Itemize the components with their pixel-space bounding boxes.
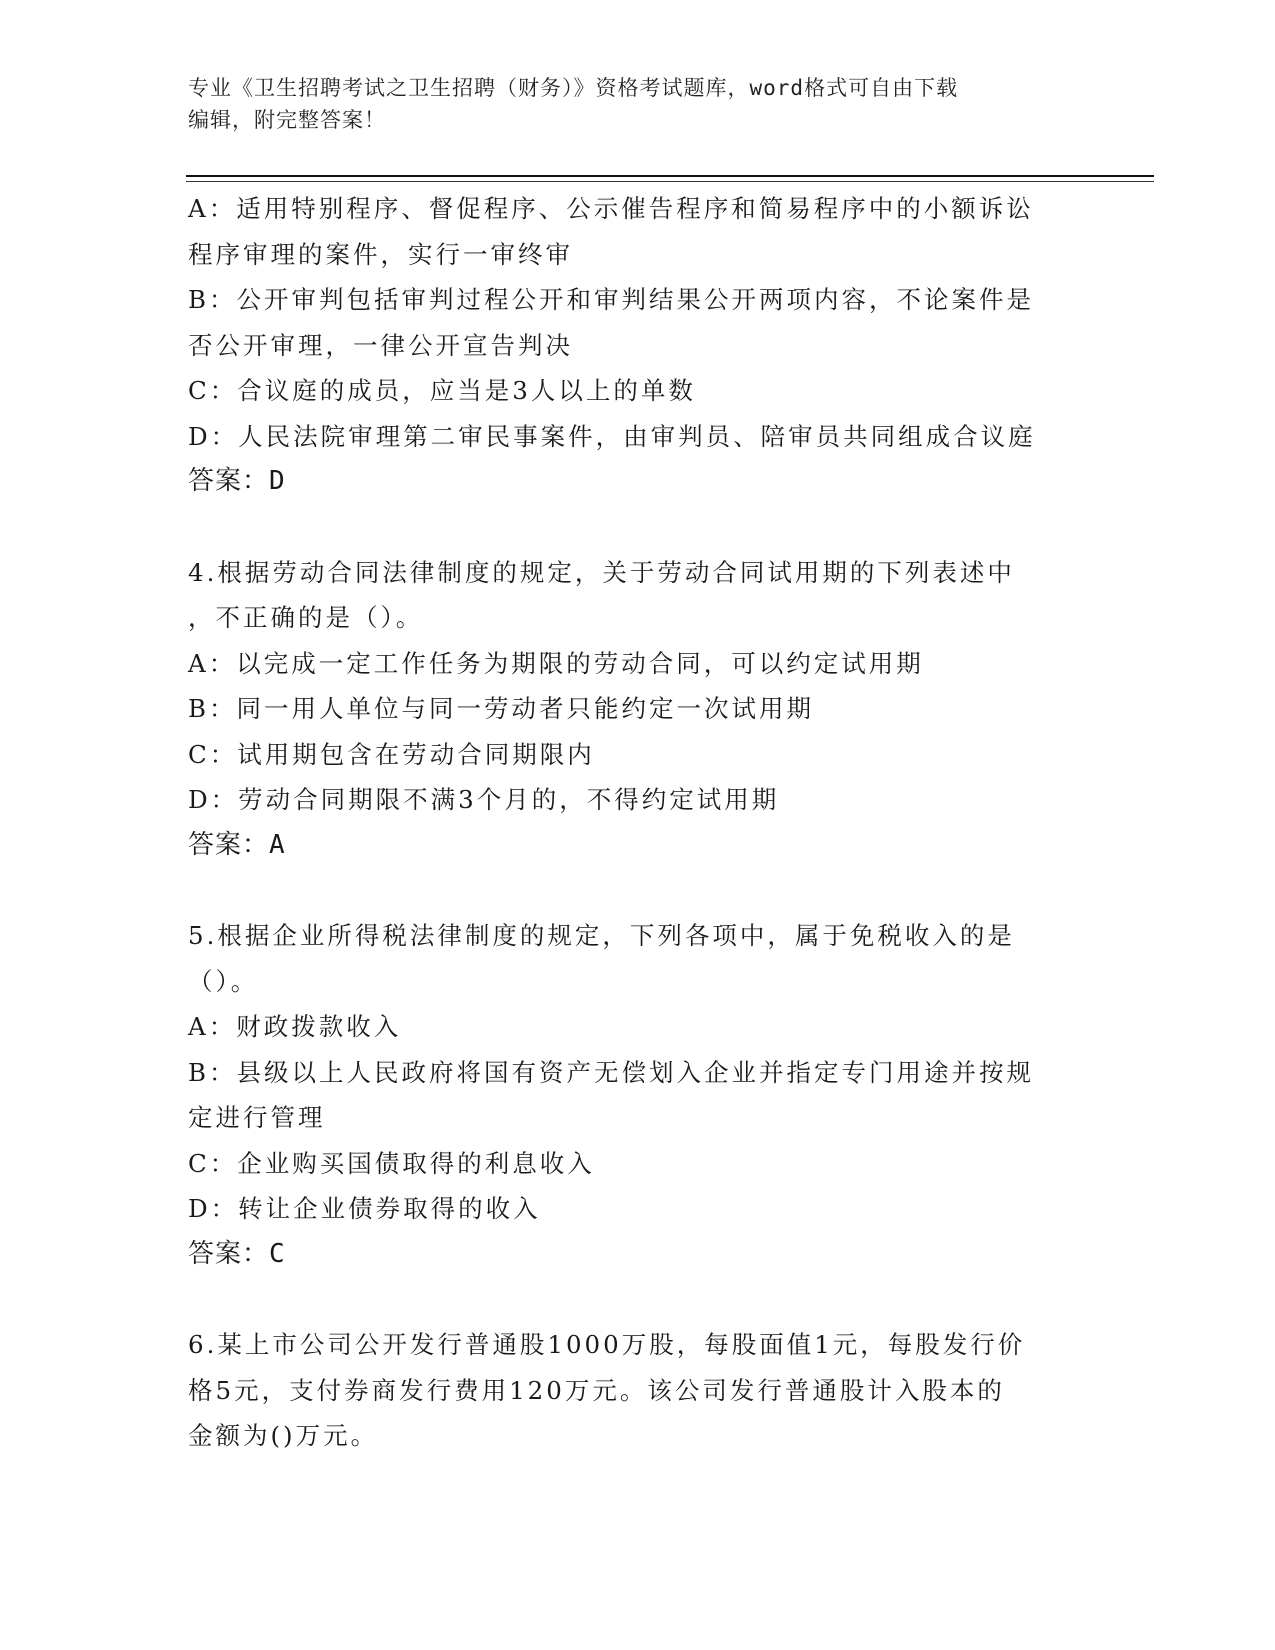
document-header [188, 72, 1068, 136]
question-6 [188, 1322, 1078, 1459]
header-line-2: 编辑，附完整答案！ [188, 108, 386, 132]
question-5 [188, 913, 1078, 1277]
q5-option-d: D：转让企业债券取得的收入 [188, 1194, 541, 1223]
q4-option-b: B：同一用人单位与同一劳动者只能约定一次试用期 [188, 694, 815, 723]
q6-stem-line2: 格5元，支付券商发行费用120万元。该公司发行普通股计入股本的 [188, 1375, 1005, 1405]
header-rule-thick [186, 175, 1154, 177]
q6-stem-line1: 6.某上市公司公开发行普通股1000万股，每股面值1元，每股发行价 [188, 1330, 1026, 1359]
q3-option-a-line1: A：适用特别程序、督促程序、公示催告程序和简易程序中的小额诉讼 [188, 194, 1034, 223]
document-body [188, 186, 1078, 1459]
q6-stem-line3: 金额为()万元。 [188, 1421, 379, 1450]
q4-option-a: A：以完成一定工作任务为期限的劳动合同，可以约定试用期 [188, 648, 924, 678]
q3-option-c: C：合议庭的成员，应当是3人以上的单数 [188, 376, 696, 405]
q5-stem-line2: （）。 [188, 966, 259, 996]
q5-option-b-line1: B：县级以上人民政府将国有资产无偿划入企业并指定专门用途并按规 [188, 1057, 1035, 1087]
q3-answer [188, 459, 1078, 505]
question-4 [188, 550, 1078, 869]
q3-option-d: D：人民法院审理第二审民事案件，由审判员、陪审员共同组成合议庭 [188, 421, 1036, 451]
q3-option-b-line1: B：公开审判包括审判过程公开和审判结果公开两项内容，不论案件是 [188, 285, 1035, 314]
q4-option-d: D：劳动合同期限不满3个月的，不得约定试用期 [188, 785, 780, 814]
q3-option-b-line2: 否公开审理，一律公开宣告判决 [188, 330, 573, 360]
answer-value: C [269, 1238, 286, 1269]
q5-option-b-line2: 定进行管理 [188, 1103, 326, 1132]
q5-stem-line1: 5.根据企业所得税法律制度的规定，下列各项中，属于免税收入的是 [188, 921, 1015, 950]
answer-label: 答案： [188, 829, 270, 860]
answer-value: A [269, 829, 286, 860]
q5-option-c: C：企业购买国债取得的利息收入 [188, 1148, 595, 1178]
q4-answer [188, 823, 1078, 869]
question-3 [188, 186, 1078, 505]
q5-option-a: A：财政拨款收入 [188, 1012, 402, 1041]
q4-option-c: C：试用期包含在劳动合同期限内 [188, 739, 595, 769]
header-line-1: 专业《卫生招聘考试之卫生招聘（财务）》资格考试题库，word格式可自由下载 [188, 76, 959, 100]
q5-answer [188, 1232, 1078, 1278]
header-rule-thin [186, 181, 1154, 182]
answer-label: 答案： [188, 466, 270, 496]
answer-label: 答案： [188, 1238, 270, 1269]
q4-stem-line2: ，不正确的是（）。 [188, 603, 424, 632]
q3-option-a-line2: 程序审理的案件，实行一审终审 [188, 239, 573, 269]
answer-value: D [269, 466, 286, 496]
q4-stem-line1: 4.根据劳动合同法律制度的规定，关于劳动合同试用期的下列表述中 [188, 557, 1015, 587]
